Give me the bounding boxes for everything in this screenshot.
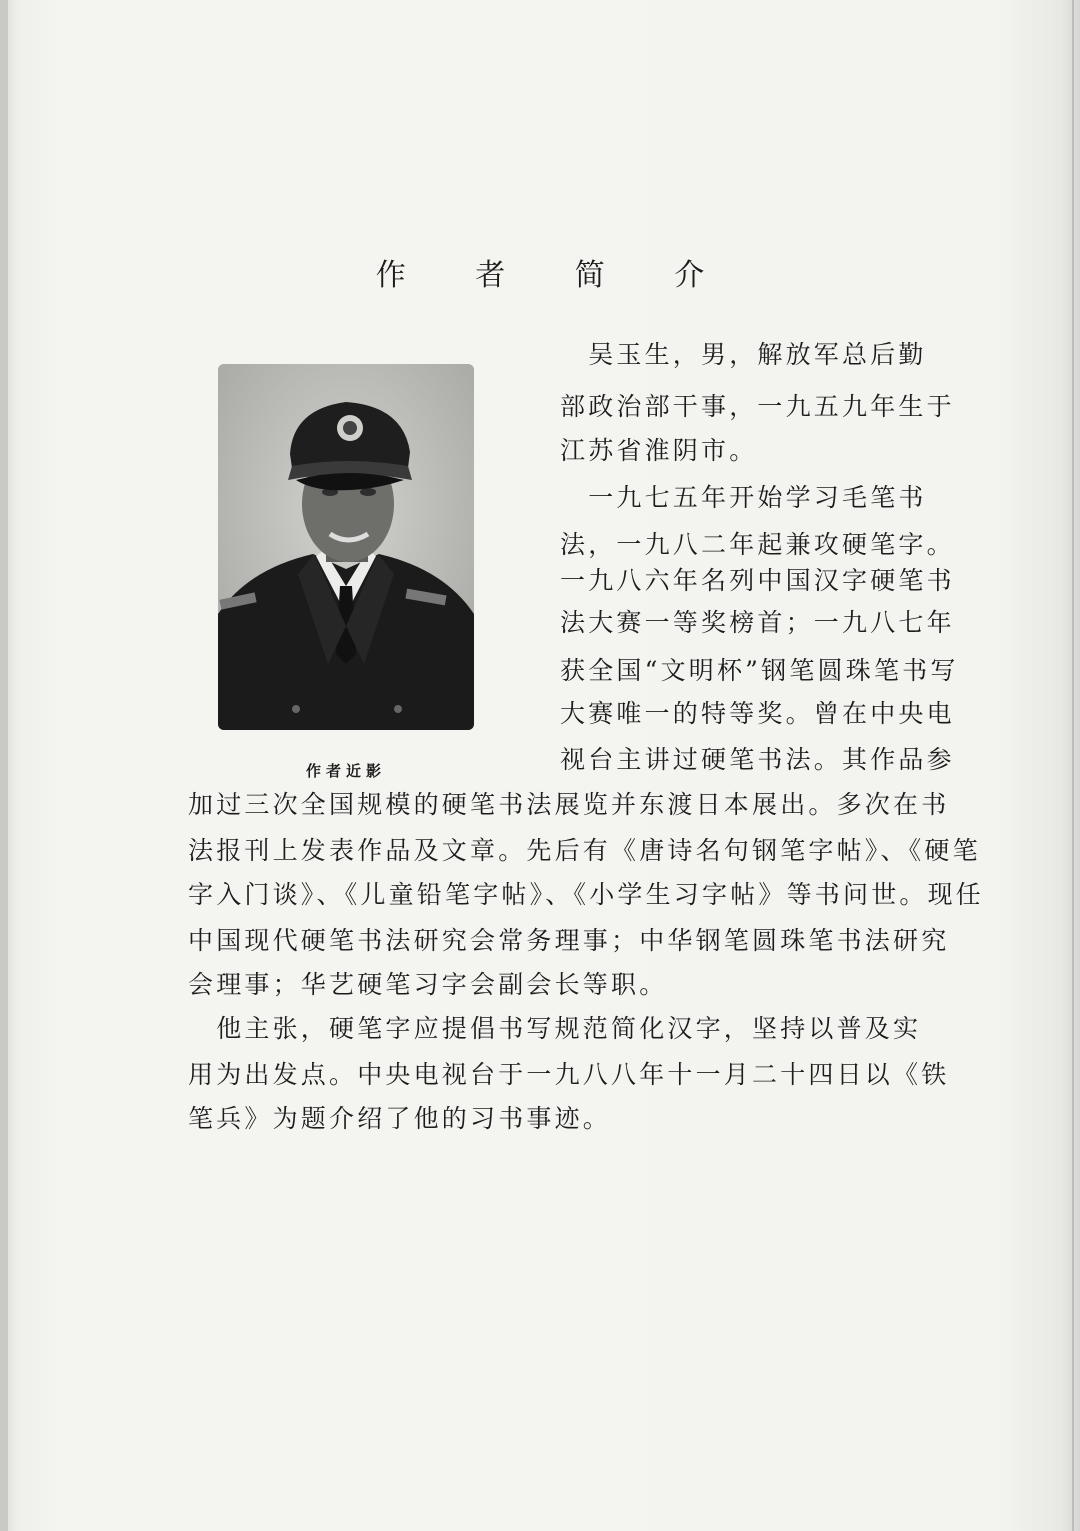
- bio-line: 大赛唯一的特等奖。曾在中央电: [560, 699, 955, 728]
- bio-line: 一九八六年名列中国汉字硬笔书: [560, 566, 955, 595]
- bio-line: 法，一九八二年起兼攻硬笔字。: [560, 530, 955, 559]
- bio-line: 获全国“文明杯”钢笔圆珠笔书写: [560, 656, 959, 685]
- bio-line: 他主张，硬笔字应提倡书写规范简化汉字，坚持以普及实: [188, 1014, 922, 1043]
- bio-line: 加过三次全国规模的硬笔书法展览并东渡日本展出。多次在书: [188, 790, 950, 819]
- author-portrait-image: [218, 364, 474, 730]
- page-right-edge: [1072, 0, 1074, 1531]
- bio-line: 吴玉生，男，解放军总后勤: [560, 340, 927, 369]
- bio-line: 部政治部干事，一九五九年生于: [560, 392, 955, 421]
- bio-line: 一九七五年开始学习毛笔书: [560, 483, 927, 512]
- bio-line: 用为出发点。中央电视台于一九八八年十一月二十四日以《铁: [188, 1060, 950, 1089]
- bio-line: 会理事；华艺硬笔习字会副会长等职。: [188, 970, 668, 999]
- page-title: 作 者 简 介: [375, 258, 735, 293]
- bio-line: 江苏省淮阴市。: [560, 436, 758, 465]
- author-photo: [218, 364, 474, 730]
- bio-line: 视台主讲过硬笔书法。其作品参: [560, 745, 955, 774]
- bio-line: 法大赛一等奖榜首；一九八七年: [560, 608, 955, 637]
- photo-caption: 作者近影: [305, 762, 386, 780]
- bio-line: 笔兵》为题介绍了他的习书事迹。: [188, 1104, 612, 1133]
- page-left-edge: [0, 0, 8, 1531]
- bio-line: 中国现代硬笔书法研究会常务理事；中华钢笔圆珠笔书法研究: [188, 926, 950, 955]
- bio-line: 字入门谈》、《儿童铅笔字帖》、《小学生习字帖》等书问世。现任: [188, 880, 985, 909]
- bio-line: 法报刊上发表作品及文章。先后有《唐诗名句钢笔字帖》、《硬笔: [188, 836, 981, 865]
